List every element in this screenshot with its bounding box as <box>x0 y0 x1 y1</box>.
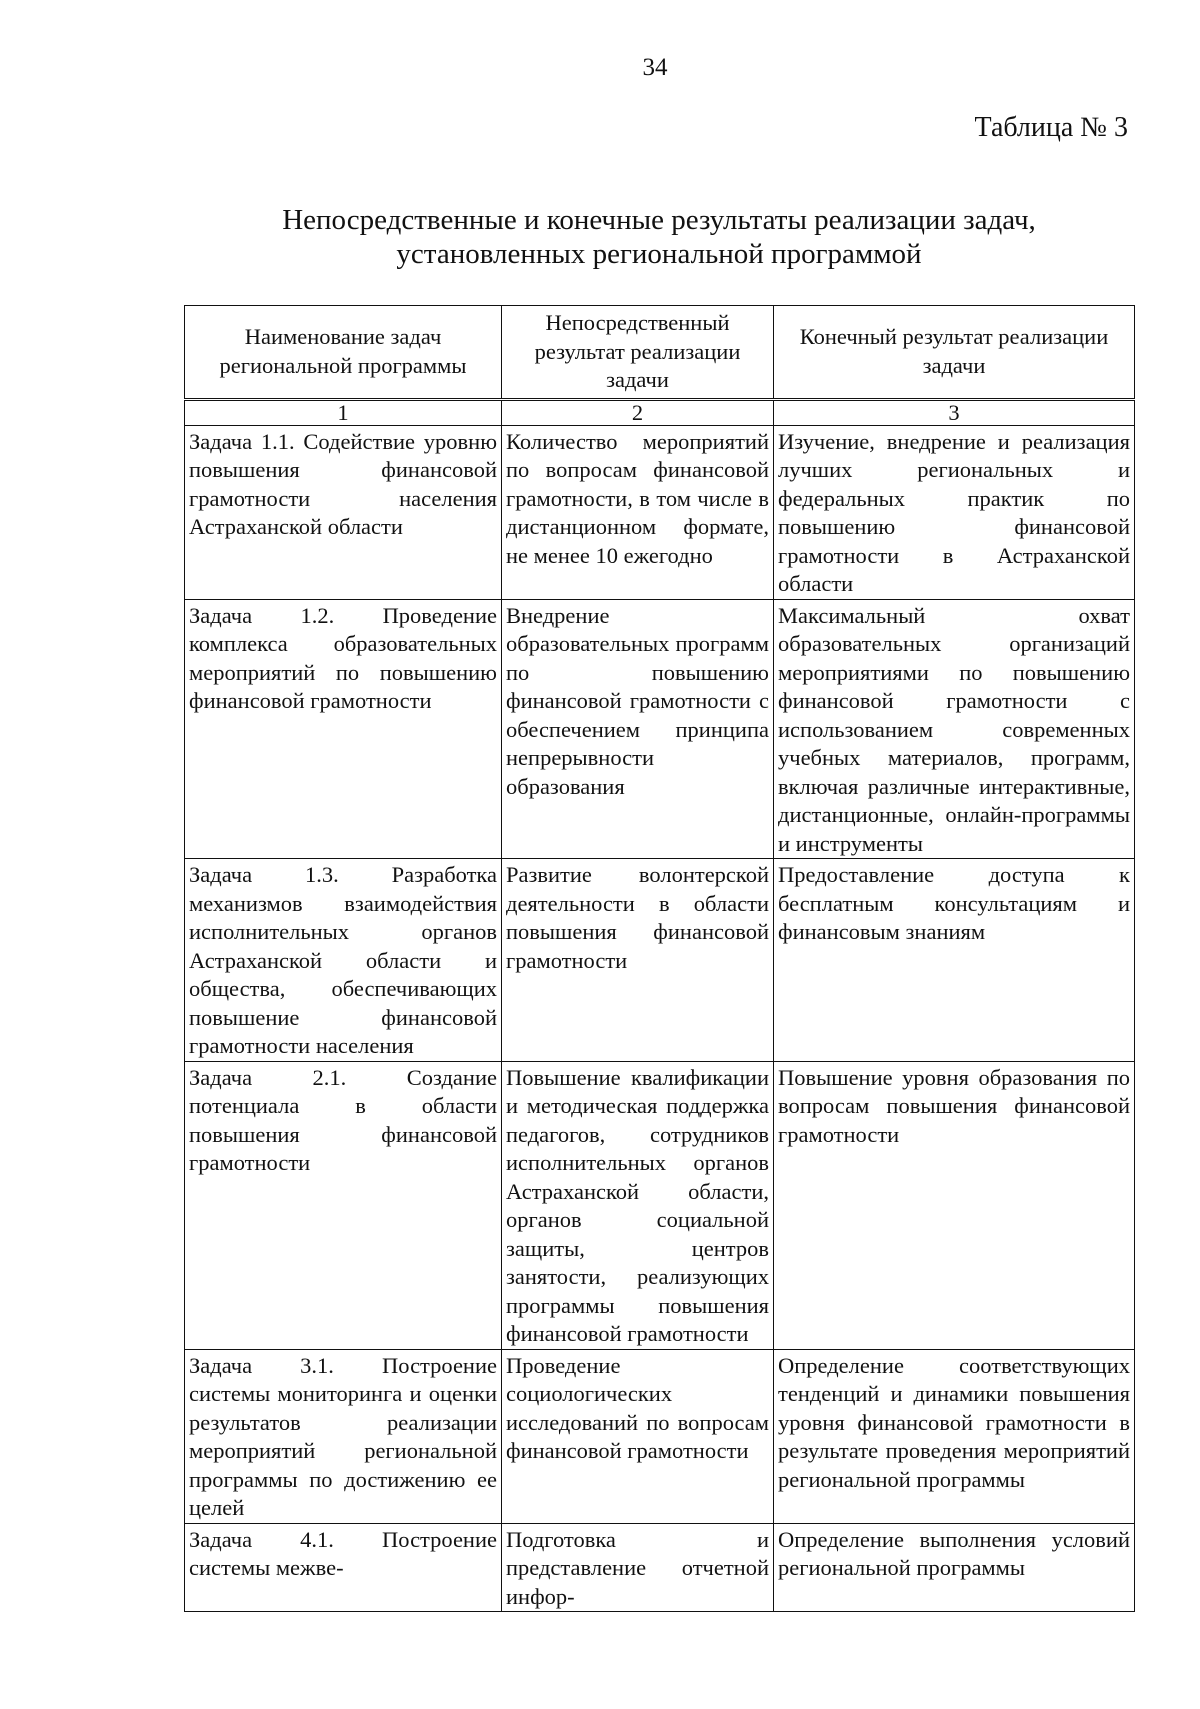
direct-result-cell: Повышение квалификации и методическая поддержка педагогов, сотрудников исполнительных органов Астраханской области, органов социальной защиты, центров занятости, реализующих программы повышения финансовой грамотности <box>502 1061 774 1349</box>
table-label: Таблица № 3 <box>974 112 1128 143</box>
column-number-row <box>185 399 1135 425</box>
task-cell: Задача 1.3. Разработка механизмов взаимодействия исполнительных органов Астраханской области и общества, обеспечивающих повышение финансовой грамотности населения <box>185 859 502 1062</box>
direct-result-cell: Внедрение образовательных программ по повышению финансовой грамотности с обеспечением принципа непрерывности образования <box>502 599 774 859</box>
header-task-name: Наименование задач региональной программы <box>185 306 502 400</box>
final-result-cell: Изучение, внедрение и реализация лучших региональных и федеральных практик по повышению финансовой грамотности в Астраханской области <box>774 425 1135 599</box>
document-title-line-1: Непосредственные и конечные результаты реализации задач, <box>282 204 1036 236</box>
task-cell: Задача 2.1. Создание потенциала в области повышения финансовой грамотности <box>185 1061 502 1349</box>
table-row <box>185 1349 1135 1523</box>
document-title <box>184 203 1134 271</box>
header-direct-result: Непосредственный результат реализации задачи <box>502 306 774 400</box>
final-result-cell: Определение соответствующих тенденций и динамики повышения уровня финансовой грамотности в результате проведения мероприятий региональной программы <box>774 1349 1135 1523</box>
header-final-result: Конечный результат реализации задачи <box>774 306 1135 400</box>
task-cell: Задача 1.2. Проведение комплекса образовательных мероприятий по повышению финансовой грамотности <box>185 599 502 859</box>
table-row <box>185 1523 1135 1612</box>
direct-result-cell: Количество мероприятий по вопросам финансовой грамотности, в том числе в дистанционном формате, не менее 10 ежегодно <box>502 425 774 599</box>
document-title-line-2: установленных региональной программой <box>396 238 922 270</box>
direct-result-cell: Проведение социологических исследований по вопросам финансовой грамотности <box>502 1349 774 1523</box>
task-cell: Задача 3.1. Построение системы мониторинга и оценки результатов реализации мероприятий региональной программы по достижению ее целей <box>185 1349 502 1523</box>
header-row <box>185 306 1135 400</box>
column-number: 3 <box>774 399 1135 425</box>
column-number: 1 <box>185 399 502 425</box>
task-cell: Задача 4.1. Построение системы межве- <box>185 1523 502 1612</box>
final-result-cell: Определение выполнения условий региональной программы <box>774 1523 1135 1612</box>
table-row <box>185 1061 1135 1349</box>
final-result-cell: Максимальный охват образовательных организаций мероприятиями по повышению финансовой грамотности с использованием современных учебных материалов, программ, включая различные интерактивные, дистанционные, онлайн-программы и инструменты <box>774 599 1135 859</box>
page-number: 34 <box>642 54 668 81</box>
table-row <box>185 425 1135 599</box>
table-row <box>185 859 1135 1062</box>
final-result-cell: Предоставление доступа к бесплатным консультациям и финансовым знаниям <box>774 859 1135 1062</box>
table-row <box>185 599 1135 859</box>
task-cell: Задача 1.1. Содействие уровню повышения финансовой грамотности населения Астраханской области <box>185 425 502 599</box>
results-table <box>184 305 1135 1612</box>
direct-result-cell: Развитие волонтерской деятельности в области повышения финансовой грамотности <box>502 859 774 1062</box>
direct-result-cell: Подготовка и представление отчетной инфор- <box>502 1523 774 1612</box>
final-result-cell: Повышение уровня образования по вопросам повышения финансовой грамотности <box>774 1061 1135 1349</box>
column-number: 2 <box>502 399 774 425</box>
